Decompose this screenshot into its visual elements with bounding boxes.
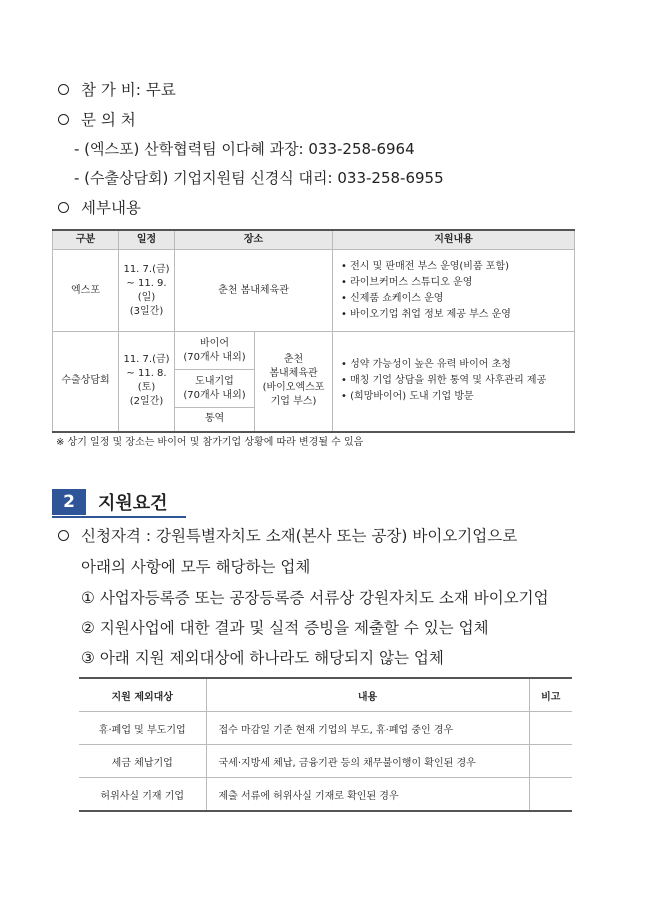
content-cell: 접수 마감일 기준 현재 기업의 부도, 휴·폐업 중인 경우	[206, 712, 529, 745]
circle-bullet-icon	[58, 114, 69, 125]
circle-bullet-icon	[58, 530, 69, 541]
requirement-1: ① 사업자등록증 또는 공장등록증 서류상 강원자치도 소재 바이오기업	[81, 589, 549, 607]
note-cell	[529, 745, 572, 778]
date-line: (2일간)	[129, 396, 164, 408]
details-line	[58, 196, 141, 218]
details-label: 세부내용	[81, 199, 141, 217]
place-line: (바이오엑스포	[262, 382, 325, 394]
support-item: • 바이오기업 취업 정보 제공 부스 운영	[341, 308, 511, 320]
schedule-note: ※ 상기 일정 및 장소는 바이어 및 참가기업 상황에 따라 변경될 수 있음	[56, 437, 364, 448]
support-item: • 매칭 기업 상담을 위한 통역 및 사후관리 제공	[341, 375, 547, 387]
table-row	[53, 332, 575, 370]
table-row	[79, 712, 572, 745]
eligibility-text-2: 아래의 사항에 모두 해당하는 업체	[81, 558, 311, 576]
place-line: 기업 부스)	[270, 396, 317, 408]
buyer-cell	[175, 332, 255, 370]
place-line: 춘천	[283, 354, 304, 366]
date-line: ~ 11. 9.(일)	[126, 277, 167, 303]
interpret-cell: 통역	[175, 408, 255, 432]
requirement-2: ② 지원사업에 대한 결과 및 실적 증빙을 제출할 수 있는 업체	[81, 619, 489, 637]
circle-bullet-icon	[58, 202, 69, 213]
section-underline	[52, 516, 186, 518]
contact-consult: - (수출상담회) 기업지원팀 신경식 대리: 033-258-6955	[74, 169, 444, 187]
support-item: • 라이브커머스 스튜디오 운영	[341, 276, 473, 288]
date-line: 11. 7.(금)	[123, 354, 170, 366]
consult-dates	[119, 332, 175, 432]
expo-support	[333, 250, 575, 332]
exclusion-table	[79, 677, 572, 812]
target-cell: 허위사실 기재 기업	[79, 778, 206, 812]
expo-dates	[119, 250, 175, 332]
note-cell	[529, 712, 572, 745]
header-content: 내용	[206, 678, 529, 712]
support-item: • 전시 및 판매전 부스 운영(비품 포함)	[341, 260, 510, 272]
buyer-label: 바이어	[200, 337, 229, 349]
consult-support	[333, 332, 575, 432]
support-item: • 성약 가능성이 높은 유력 바이어 초청	[341, 359, 511, 371]
date-line: (3일간)	[129, 305, 164, 317]
circle-bullet-icon	[58, 84, 69, 95]
eligibility-line	[58, 524, 517, 546]
contact-line	[58, 108, 136, 130]
date-line: 11. 7.(금)	[123, 263, 170, 275]
contact-label: 문 의 처	[81, 111, 136, 129]
table-row	[79, 778, 572, 812]
header-place: 장소	[175, 230, 333, 250]
eligibility-text: 신청자격 : 강원특별자치도 소재(본사 또는 공장) 바이오기업으로	[81, 527, 518, 545]
content-cell: 제출 서류에 허위사실 기재로 확인된 경우	[206, 778, 529, 812]
buyer-count: (70개사 내외)	[183, 351, 246, 363]
consult-name: 수출상담회	[53, 332, 119, 432]
requirement-3: ③ 아래 지원 제외대상에 하나라도 해당되지 않는 업체	[81, 649, 444, 667]
header-support: 지원내용	[333, 230, 575, 250]
schedule-table	[52, 229, 575, 433]
fee-text: 참 가 비: 무료	[81, 81, 176, 99]
section-title: 지원요건	[98, 493, 168, 514]
place-line: 봄내체육관	[269, 368, 318, 380]
header-category: 구분	[53, 230, 119, 250]
header-note: 비고	[529, 678, 572, 712]
header-target: 지원 제외대상	[79, 678, 206, 712]
consult-place	[255, 332, 333, 432]
target-cell: 휴·폐업 및 부도기업	[79, 712, 206, 745]
contact-expo: - (엑스포) 산학협력팀 이다혜 과장: 033-258-6964	[74, 140, 415, 158]
section-header	[52, 489, 168, 515]
header-dates: 일정	[119, 230, 175, 250]
table-row	[53, 250, 575, 332]
support-item: • 신제품 쇼케이스 운영	[341, 292, 444, 304]
local-label: 도내기업	[195, 375, 234, 387]
target-cell: 세금 체납기업	[79, 745, 206, 778]
local-count: (70개사 내외)	[183, 389, 246, 401]
expo-place: 춘천 봄내체육관	[175, 250, 333, 332]
support-item: • (희망바이어) 도내 기업 방문	[341, 391, 474, 403]
fee-line	[58, 78, 176, 100]
note-cell	[529, 778, 572, 812]
date-line: ~ 11. 8.(토)	[126, 368, 167, 394]
table-row	[79, 745, 572, 778]
content-cell: 국세·지방세 체납, 금융기관 등의 채무불이행이 확인된 경우	[206, 745, 529, 778]
section-number: 2	[52, 489, 86, 515]
local-company-cell	[175, 370, 255, 408]
expo-name: 엑스포	[53, 250, 119, 332]
